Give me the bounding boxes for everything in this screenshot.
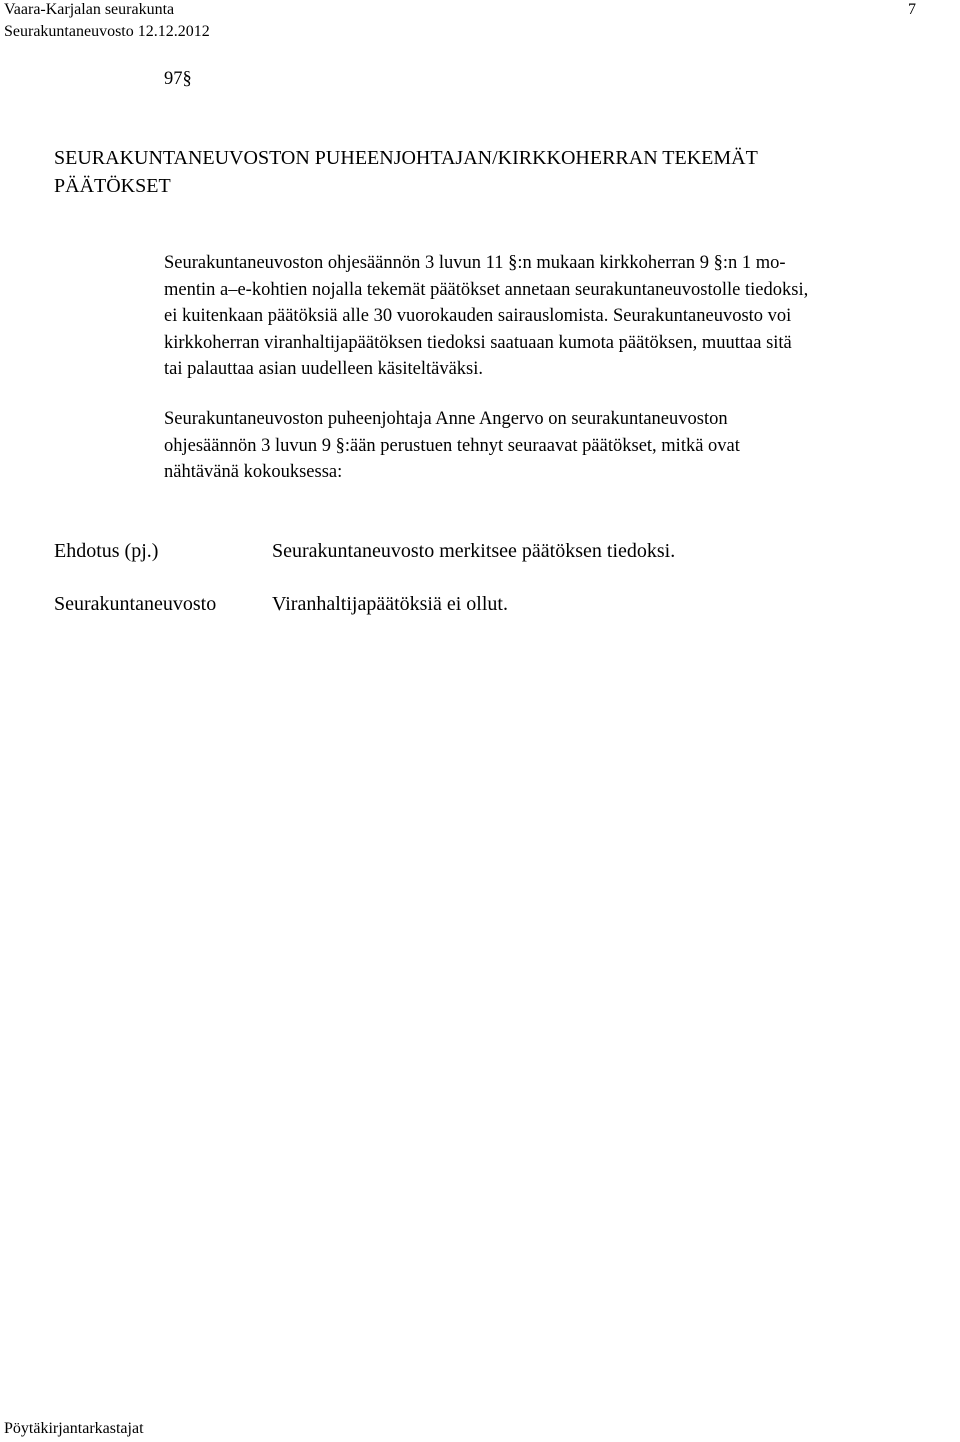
proposal-text: Seurakuntaneuvosto merkitsee päätöksen tiedoksi. <box>272 540 676 562</box>
text-line: Seurakuntaneuvoston puheenjohtaja Anne Angervo on seurakuntaneuvoston <box>164 409 728 429</box>
title-line-2: PÄÄTÖKSET <box>54 175 171 197</box>
decision-label: Seurakuntaneuvosto <box>54 593 217 615</box>
meeting-date: Seurakuntaneuvosto 12.12.2012 <box>4 23 210 40</box>
text-line: mentin a–e-kohtien nojalla tekemät päätökset annetaan seurakuntaneuvostolle tiedoksi, <box>164 279 809 300</box>
decision-text: Viranhaltijapäätöksiä ei ollut. <box>272 593 508 615</box>
text-line: ei kuitenkaan päätöksiä alle 30 vuorokauden sairauslomista. Seurakuntaneuvosto voi <box>164 306 792 326</box>
organization-name: Vaara-Karjalan seurakunta <box>4 1 175 18</box>
paragraph-chair-decisions <box>164 406 944 486</box>
section-number: 97§ <box>164 69 192 89</box>
text-line: ohjesäännön 3 luvun 9 §:ään perustuen tehnyt seuraavat päätökset, mitkä ovat <box>164 435 740 456</box>
text-line: Seurakuntaneuvoston ohjesäännön 3 luvun 11 §:n mukaan kirkkoherran 9 §:n 1 mo- <box>164 253 786 273</box>
footer-signatories: Pöytäkirjantarkastajat <box>4 1420 144 1437</box>
text-line: tai palauttaa asian uudelleen käsiteltäväksi. <box>164 359 483 379</box>
text-line: nähtävänä kokouksessa: <box>164 462 343 482</box>
title-line-1: SEURAKUNTANEUVOSTON PUHEENJOHTAJAN/KIRKKOHERRAN TEKEMÄT <box>54 147 758 169</box>
page-number: 7 <box>908 1 916 18</box>
text-line: kirkkoherran viranhaltijapäätöksen tiedoksi saatuaan kumota päätöksen, muuttaa sitä <box>164 332 792 353</box>
paragraph-rules <box>164 250 944 383</box>
proposal-label: Ehdotus (pj.) <box>54 540 159 562</box>
